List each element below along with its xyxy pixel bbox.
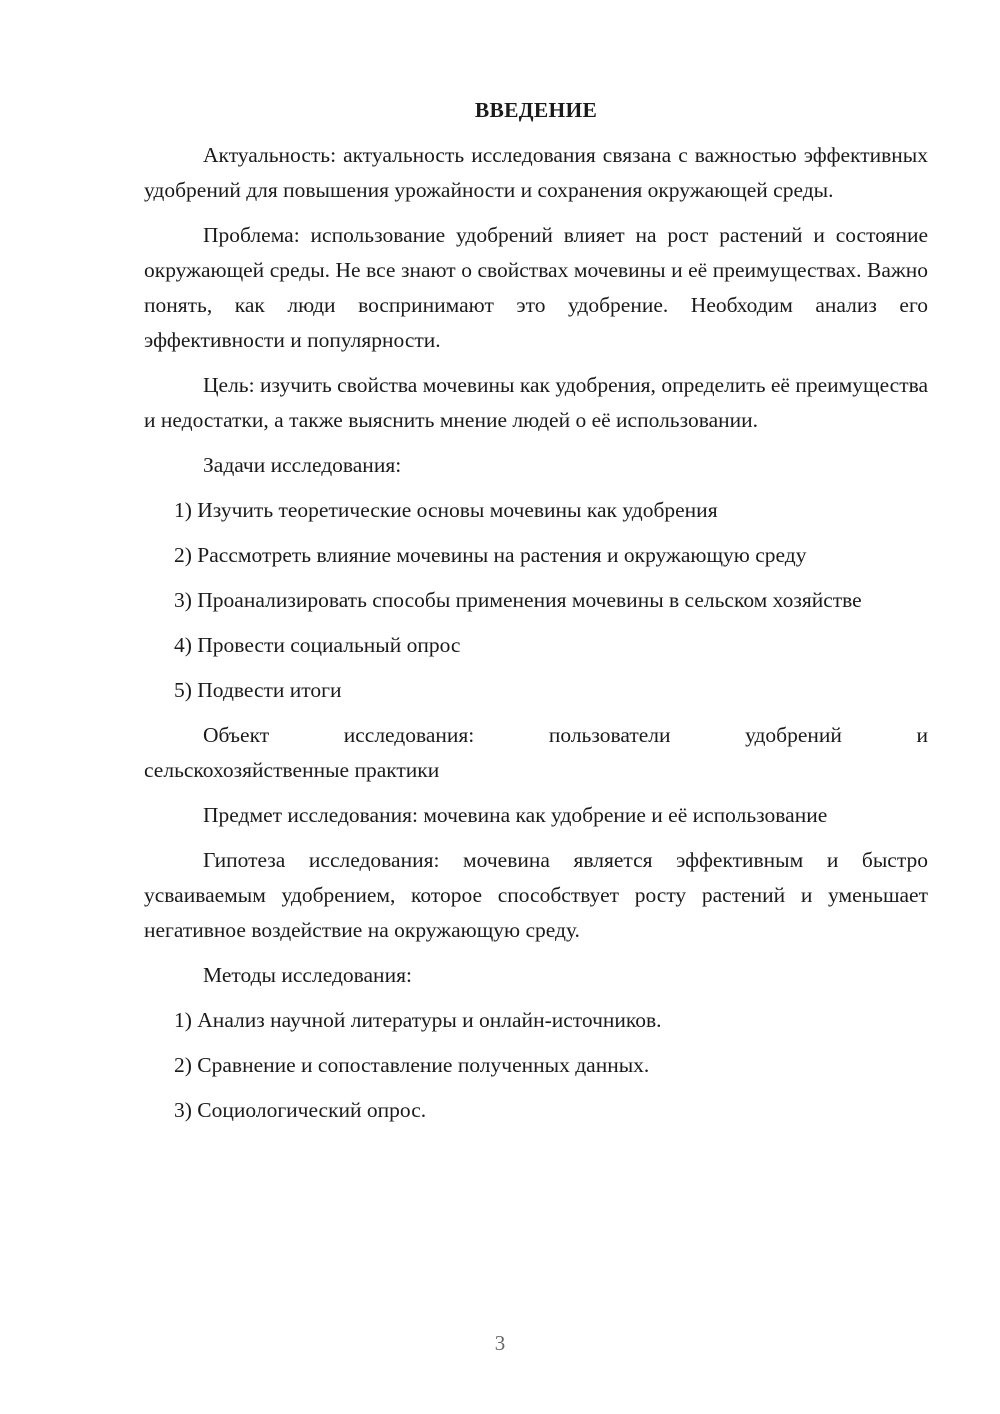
section-title: ВВЕДЕНИЕ: [474, 98, 598, 122]
task-item-5: 5) Подвести итоги: [174, 678, 342, 702]
tasks-heading: Задачи исследования:: [203, 453, 402, 477]
subject-paragraph: Предмет исследования: мочевина как удобрение и её использование: [203, 803, 828, 827]
methods-heading: Методы исследования:: [203, 963, 412, 987]
method-item-3: 3) Социологический опрос.: [174, 1098, 427, 1122]
relevance-paragraph: Актуальность: актуальность исследования связана с важностью эффективных удобрений для повышения урожайности и сохранения окружающей среды.: [144, 143, 928, 202]
task-item-2: 2) Рассмотреть влияние мочевины на растения и окружающую среду: [174, 543, 807, 567]
document-page: [144, 92, 928, 1138]
goal-paragraph: Цель: изучить свойства мочевины как удобрения, определить её преимущества и недостатки, а также выяснить мнение людей о её использовании.: [144, 373, 928, 432]
hypothesis-paragraph: Гипотеза исследования: мочевина является эффективным и быстро усваиваемым удобрением, которое способствует росту растений и уменьшает негативное воздействие на окружающую среду.: [144, 848, 928, 942]
task-item-4: 4) Провести социальный опрос: [174, 633, 461, 657]
object-paragraph-line2: сельскохозяйственные практики: [144, 758, 440, 782]
page-number: 3: [494, 1331, 506, 1355]
object-paragraph-line1: Объект исследования: пользователи удобрений и: [203, 723, 928, 747]
method-item-1: 1) Анализ научной литературы и онлайн-источников.: [174, 1008, 662, 1032]
problem-paragraph: Проблема: использование удобрений влияет на рост растений и состояние окружающей среды. Не все знают о свойствах мочевины и её преимуществах. Важно понять, как люди воспринимают это удобрение. Необходим анализ его эффективности и популярности.: [144, 223, 928, 352]
method-item-2: 2) Сравнение и сопоставление полученных данных.: [174, 1053, 650, 1077]
task-item-1: 1) Изучить теоретические основы мочевины как удобрения: [174, 498, 718, 522]
task-item-3: 3) Проанализировать способы применения мочевины в сельском хозяйстве: [174, 588, 862, 612]
